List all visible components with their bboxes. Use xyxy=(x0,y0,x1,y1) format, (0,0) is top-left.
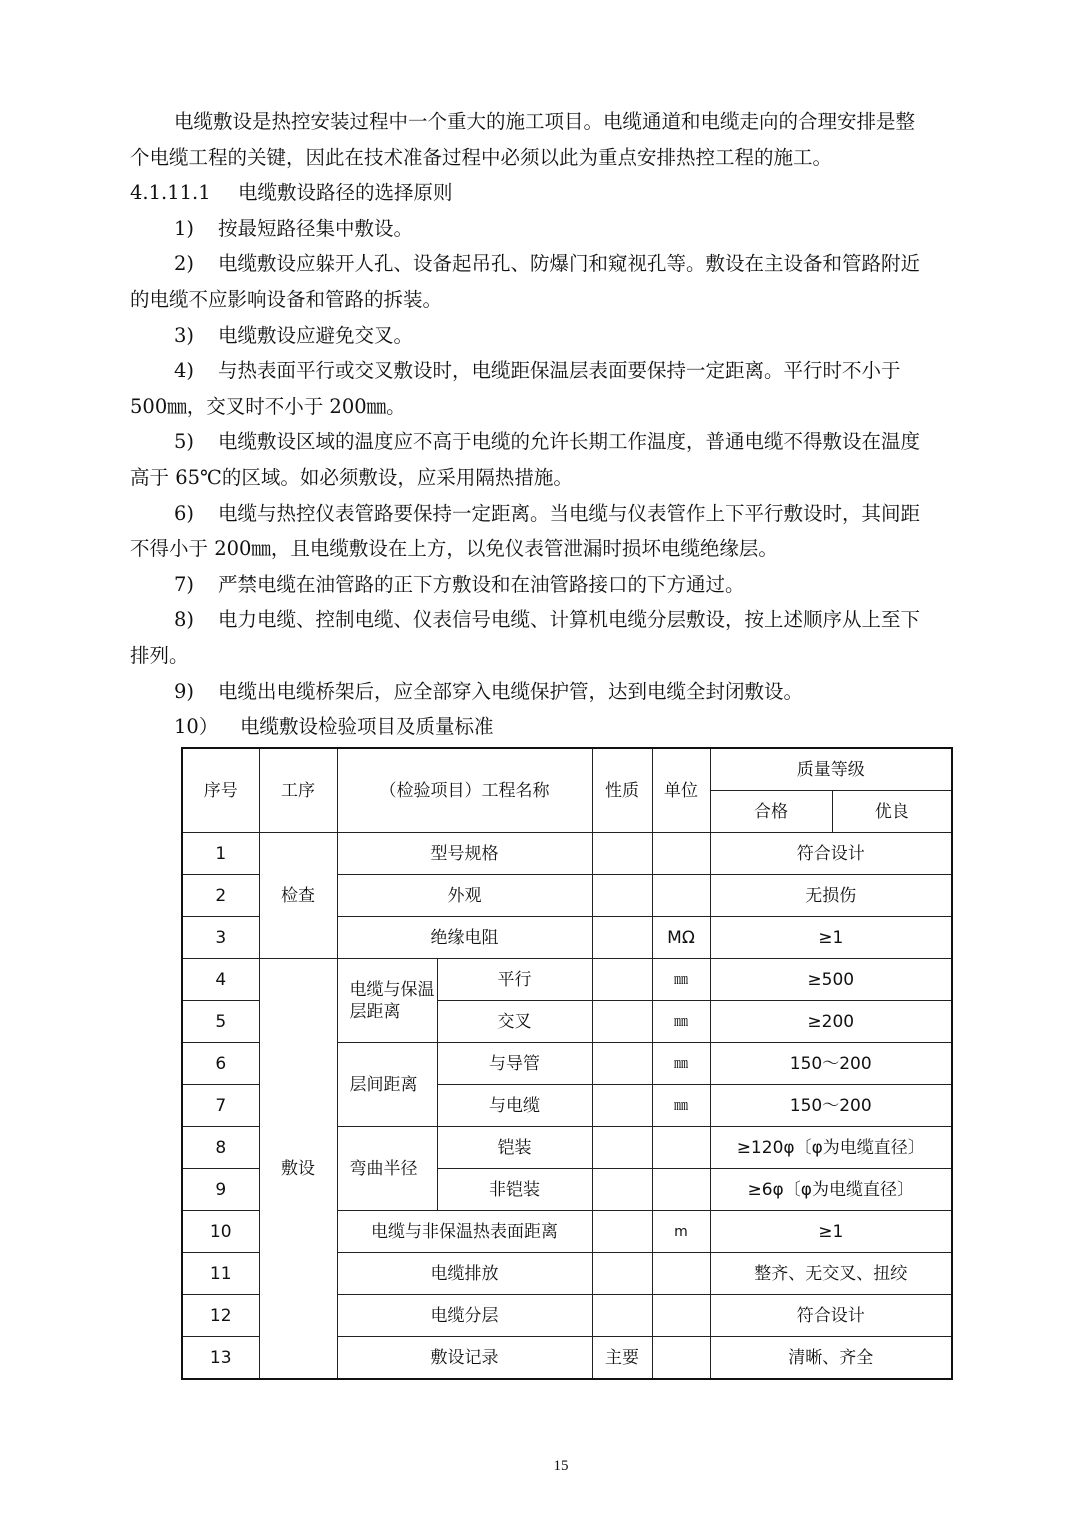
row-nature xyxy=(592,1127,652,1169)
row-item: 交叉 xyxy=(437,1001,592,1043)
item-number: 10） xyxy=(174,715,219,739)
item-text: 按最短路径集中敷设。 xyxy=(218,216,414,240)
header-unit: 单位 xyxy=(652,748,710,833)
row-item: 铠装 xyxy=(437,1127,592,1169)
header-seq: 序号 xyxy=(182,748,259,833)
item-number: 8) xyxy=(174,608,195,632)
row-nature xyxy=(592,1295,652,1337)
row-nature xyxy=(592,1253,652,1295)
row-unit xyxy=(652,1169,710,1211)
body-text xyxy=(130,104,1002,745)
row-unit xyxy=(652,1337,710,1380)
row-seq: 5 xyxy=(182,1001,259,1043)
row-item: 绝缘电阻 xyxy=(337,917,592,959)
table-caption xyxy=(130,709,1002,745)
list-item-continuation: 高于 65℃的区域。如必须敷设，应采用隔热措施。 xyxy=(130,465,573,489)
item-text: 电缆敷设应避免交叉。 xyxy=(218,323,414,347)
row-unit: ㎜ xyxy=(652,1043,710,1085)
item-number: 7) xyxy=(174,572,195,596)
section-heading xyxy=(130,175,1002,211)
table-header-row xyxy=(182,748,952,791)
row-standard: ≥6φ〔φ为电缆直径〕 xyxy=(710,1169,952,1211)
intro-line-1: 电缆敷设是热控安装过程中一个重大的施工项目。电缆通道和电缆走向的合理安排是整 xyxy=(174,110,916,133)
list-item xyxy=(130,424,1002,460)
row-item: 电缆与非保温热表面距离 xyxy=(337,1211,592,1253)
group-insulation-distance: 电缆与保温层距离 xyxy=(337,959,437,1043)
list-item xyxy=(130,318,1002,354)
row-item: 电缆分层 xyxy=(337,1295,592,1337)
row-unit xyxy=(652,1127,710,1169)
row-unit: ㎜ xyxy=(652,1085,710,1127)
row-seq: 2 xyxy=(182,875,259,917)
row-nature xyxy=(592,833,652,875)
item-number: 5) xyxy=(174,430,195,454)
item-number: 4) xyxy=(174,359,195,383)
list-item-continuation: 排列。 xyxy=(130,643,189,667)
row-standard: 150～200 xyxy=(710,1043,952,1085)
row-nature xyxy=(592,1043,652,1085)
row-unit: ㎜ xyxy=(652,959,710,1001)
group-layer-distance: 层间距离 xyxy=(337,1043,437,1127)
row-standard: ≥500 xyxy=(710,959,952,1001)
list-item xyxy=(130,246,1002,282)
header-nature: 性质 xyxy=(592,748,652,833)
header-item: （检验项目）工程名称 xyxy=(337,748,592,833)
row-item: 电缆排放 xyxy=(337,1253,592,1295)
row-item: 平行 xyxy=(437,959,592,1001)
row-unit xyxy=(652,875,710,917)
row-seq: 1 xyxy=(182,833,259,875)
list-item xyxy=(130,602,1002,638)
header-grade: 质量等级 xyxy=(710,748,952,791)
row-item: 非铠装 xyxy=(437,1169,592,1211)
row-standard: 清晰、齐全 xyxy=(710,1337,952,1380)
table-row xyxy=(182,959,952,1001)
row-seq: 12 xyxy=(182,1295,259,1337)
process-check: 检查 xyxy=(259,833,337,959)
list-item xyxy=(130,674,1002,710)
row-standard: ≥120φ〔φ为电缆直径〕 xyxy=(710,1127,952,1169)
row-unit xyxy=(652,833,710,875)
row-standard: ≥1 xyxy=(710,1211,952,1253)
row-nature xyxy=(592,1211,652,1253)
item-number: 6) xyxy=(174,501,195,525)
section-title: 电缆敷设路径的选择原则 xyxy=(238,181,453,205)
row-standard: 无损伤 xyxy=(710,875,952,917)
row-nature: 主要 xyxy=(592,1337,652,1380)
list-item xyxy=(130,353,1002,389)
list-item xyxy=(130,567,1002,603)
page-number: 15 xyxy=(553,1458,569,1474)
item-text: 电力电缆、控制电缆、仪表信号电缆、计算机电缆分层敷设，按上述顺序从上至下 xyxy=(218,608,921,632)
row-nature xyxy=(592,1085,652,1127)
item-text: 电缆敷设检验项目及质量标准 xyxy=(240,715,494,739)
list-item xyxy=(130,496,1002,532)
process-lay: 敷设 xyxy=(259,959,337,1380)
row-seq: 13 xyxy=(182,1337,259,1380)
row-unit: ㎜ xyxy=(652,1001,710,1043)
row-item: 外观 xyxy=(337,875,592,917)
item-text: 电缆敷设区域的温度应不高于电缆的允许长期工作温度，普通电缆不得敷设在温度 xyxy=(218,430,921,454)
item-text: 电缆敷设应躲开人孔、设备起吊孔、防爆门和窥视孔等。敷设在主设备和管路附近 xyxy=(218,252,921,276)
item-number: 2) xyxy=(174,252,195,276)
list-item-continuation: 不得小于 200㎜，且电缆敷设在上方，以免仪表管泄漏时损坏电缆绝缘层。 xyxy=(130,537,778,561)
group-bend-radius: 弯曲半径 xyxy=(337,1127,437,1211)
row-nature xyxy=(592,1169,652,1211)
item-text: 电缆出电缆桥架后，应全部穿入电缆保护管，达到电缆全封闭敷设。 xyxy=(218,679,804,703)
row-seq: 10 xyxy=(182,1211,259,1253)
quality-standard-table xyxy=(181,747,953,1380)
row-unit xyxy=(652,1295,710,1337)
intro-line-2: 个电缆工程的关键，因此在技术准备过程中必须以此为重点安排热控工程的施工。 xyxy=(130,145,833,169)
list-item xyxy=(130,211,1002,247)
row-item: 敷设记录 xyxy=(337,1337,592,1380)
row-unit xyxy=(652,1253,710,1295)
item-number: 1) xyxy=(174,216,195,240)
header-process: 工序 xyxy=(259,748,337,833)
row-standard: 符合设计 xyxy=(710,1295,952,1337)
row-standard: 符合设计 xyxy=(710,833,952,875)
section-number: 4.1.11.1 xyxy=(130,181,211,205)
row-seq: 8 xyxy=(182,1127,259,1169)
row-seq: 4 xyxy=(182,959,259,1001)
row-standard: 整齐、无交叉、扭绞 xyxy=(710,1253,952,1295)
item-text: 严禁电缆在油管路的正下方敷设和在油管路接口的下方通过。 xyxy=(218,572,745,596)
row-item: 与导管 xyxy=(437,1043,592,1085)
row-item: 型号规格 xyxy=(337,833,592,875)
row-seq: 3 xyxy=(182,917,259,959)
table-row xyxy=(182,833,952,875)
list-item-continuation: 的电缆不应影响设备和管路的拆装。 xyxy=(130,287,443,311)
row-standard: 150～200 xyxy=(710,1085,952,1127)
row-nature xyxy=(592,1001,652,1043)
row-seq: 7 xyxy=(182,1085,259,1127)
row-seq: 6 xyxy=(182,1043,259,1085)
item-number: 3) xyxy=(174,323,195,347)
row-nature xyxy=(592,875,652,917)
list-item-continuation: 500㎜，交叉时不小于 200㎜。 xyxy=(130,394,406,418)
item-number: 9) xyxy=(174,679,195,703)
row-seq: 9 xyxy=(182,1169,259,1211)
header-pass: 合格 xyxy=(710,791,832,833)
item-text: 与热表面平行或交叉敷设时，电缆距保温层表面要保持一定距离。平行时不小于 xyxy=(218,359,901,383)
row-item: 与电缆 xyxy=(437,1085,592,1127)
header-excellent: 优良 xyxy=(832,791,952,833)
item-text: 电缆与热控仪表管路要保持一定距离。当电缆与仪表管作上下平行敷设时，其间距 xyxy=(218,501,921,525)
row-standard: ≥200 xyxy=(710,1001,952,1043)
row-standard: ≥1 xyxy=(710,917,952,959)
row-nature xyxy=(592,917,652,959)
row-seq: 11 xyxy=(182,1253,259,1295)
row-unit: m xyxy=(652,1211,710,1253)
row-unit: MΩ xyxy=(652,917,710,959)
row-nature xyxy=(592,959,652,1001)
